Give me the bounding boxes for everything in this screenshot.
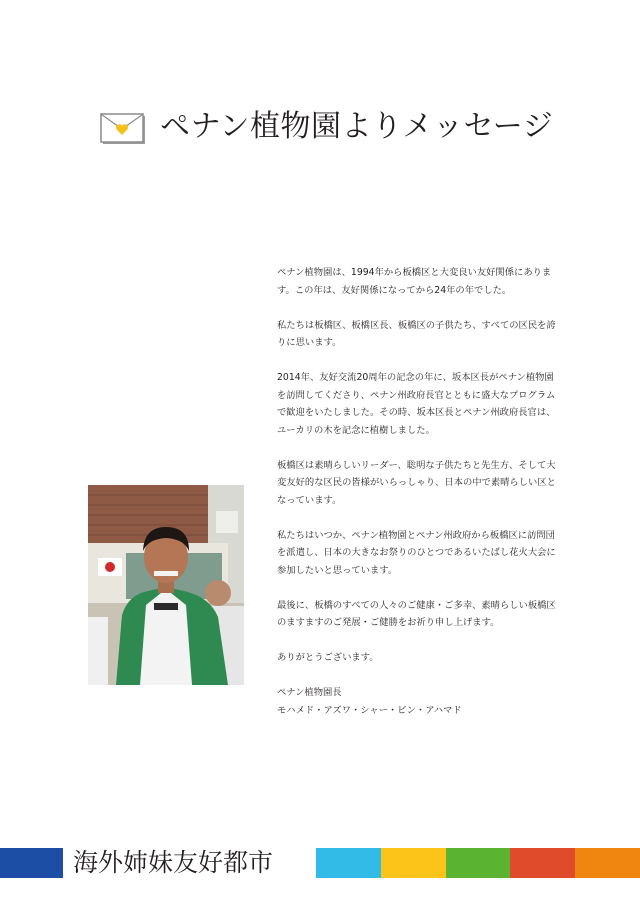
signature [277, 684, 559, 719]
message-paragraph: ありがとうございます。 [277, 652, 379, 663]
message-body [277, 264, 559, 719]
message-paragraph: 私たちは板橋区、板橋区長、板橋区の子供たち、すべての区民を誇りに思います。 [277, 319, 556, 348]
signature-name: モハメド・アズワ・シャー・ビン・アハマド [277, 704, 462, 716]
footer-color-bar [316, 848, 381, 878]
envelope-icon [100, 113, 146, 145]
footer-color-bars [316, 848, 640, 878]
footer-color-bar [510, 848, 575, 878]
footer-color-bar [446, 848, 511, 878]
footer-color-bar [575, 848, 640, 878]
message-paragraph: 板橋区は素晴らしいリーダー、聡明な子供たちと先生方、そして大変友好的な区民の皆様がいらっしゃり、日本の中で素晴らしい区となっています。 [277, 459, 556, 506]
footer-label: 海外姉妹友好都市 [73, 848, 274, 877]
message-paragraph: ペナン植物園は、1994年から板橋区と大変良い友好関係にあります。この年は、友好関係になってから24年の年でした。 [277, 267, 552, 296]
footer-banner [0, 848, 640, 878]
page-header [100, 107, 570, 147]
message-paragraph: 2014年、友好交流20周年の記念の年に、坂本区長がペナン植物園を訪問してくださり、ペナン州政府長官とともに盛大なプログラムで歓迎をいたしました。その時、坂本区長とペナン州政府長官は、ユーカリの木を記念に植樹しました。 [277, 372, 556, 436]
director-portrait-photo [88, 485, 244, 685]
message-paragraph: 最後に、板橋のすべての人々のご健康・ご多幸、素晴らしい板橋区のますますのご発展・ご健勝をお祈り申し上げます。 [277, 599, 556, 628]
page-title: ペナン植物園よりメッセージ [160, 109, 554, 144]
footer-color-bar [381, 848, 446, 878]
signature-title: ペナン植物園長 [277, 687, 342, 698]
footer-blue-bar [0, 848, 63, 878]
message-paragraph: 私たちはいつか、ペナン植物園とペナン州政府から板橋区に訪問団を派遣し、日本の大きなお祭りのひとつであるいたばし花火大会に参加したいと思っています。 [277, 529, 556, 576]
